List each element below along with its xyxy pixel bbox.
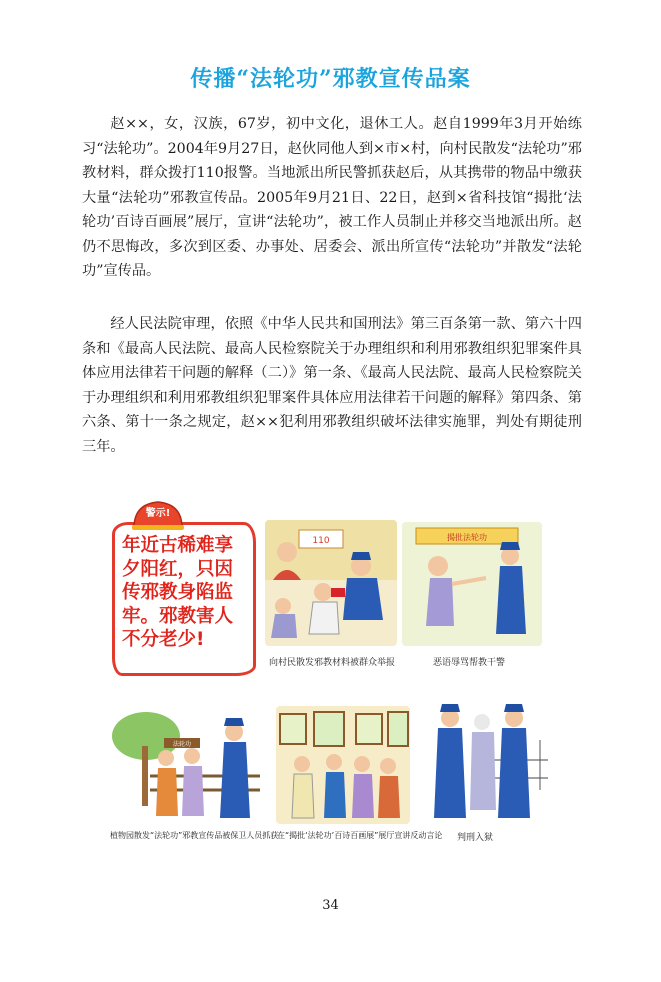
paragraph-facts: 赵××，女，汉族，67岁，初中文化，退休工人。赵自1999年3月开始练习“法轮功”。2004年9月27日，赵伙同他人到×市×村，向村民散发“法轮功”邪教材料，群众拨打110报警。当地派出所民警抓获赵后，从其携带的物品中缴获大量“法轮功”邪教宣传品。2005年9月21日、22日，赵到×省科技馆“揭批‘法轮功’百诗百画展”展厅，宣讲“法轮功”，被工作人员制止并移交当地派出所。赵仍不思悔改，多次到区委、办事处、居委会、派出所宣传“法轮功”并散发“法轮功”宣传品。 xyxy=(82,116,582,279)
sign-label: 法轮功 xyxy=(172,741,192,748)
illustration-caught xyxy=(110,706,260,824)
exhibit-scene-icon xyxy=(276,706,410,824)
banner-label: 揭批法轮功 xyxy=(447,533,487,542)
jail-scene-icon xyxy=(422,700,548,824)
page-title: 传播“法轮功”邪教宣传品案 xyxy=(190,66,471,92)
phone-number-label: 110 xyxy=(312,536,330,546)
paragraph-verdict: 经人民法院审理，依照《中华人民共和国刑法》第三百条第一款、第六十四条和《最高人民法院、最高人民检察院关于办理组织和利用邪教组织犯罪案件具体应用法律若干问题的解释（二）》第一条、《最高人民法院、最高人民检察院关于办理组织和利用邪教组织犯罪案件具体应用法律若干问题的解释》第四条、第六条、第十一条之规定，赵××犯利用邪教组织破坏法律实施罪，判处有期徒刑三年。 xyxy=(82,316,582,455)
insult-scene-icon xyxy=(402,522,542,646)
report-scene-icon xyxy=(265,520,397,646)
caption-jail: 判刑入狱 xyxy=(457,833,494,843)
case-facts xyxy=(82,112,582,284)
warning-sign xyxy=(108,500,256,672)
case-verdict xyxy=(82,312,582,459)
caught-scene-icon xyxy=(110,706,260,824)
caption-report: 向村民散发邪教材料被群众举报 xyxy=(269,658,396,668)
caption-insult: 恶语辱骂帮教干警 xyxy=(433,658,506,668)
caption-caught: 植物园散发“法轮功”邪教宣传品被保卫人员抓获 xyxy=(110,831,279,840)
illustration-exhibit xyxy=(276,706,410,824)
warning-badge-label: 警示! xyxy=(145,508,171,519)
illustration-insult xyxy=(402,522,542,646)
illustration-report xyxy=(265,520,397,646)
illustration-jail xyxy=(422,700,548,824)
warning-text: 年近古稀难享夕阳红，只因传邪教身陷监牢。邪教害人不分老少! xyxy=(122,535,234,650)
page-number: 34 xyxy=(322,898,339,913)
caption-exhibit: 在“揭批‘法轮功’百诗百画展”展厅宣讲反动言论 xyxy=(277,831,443,840)
